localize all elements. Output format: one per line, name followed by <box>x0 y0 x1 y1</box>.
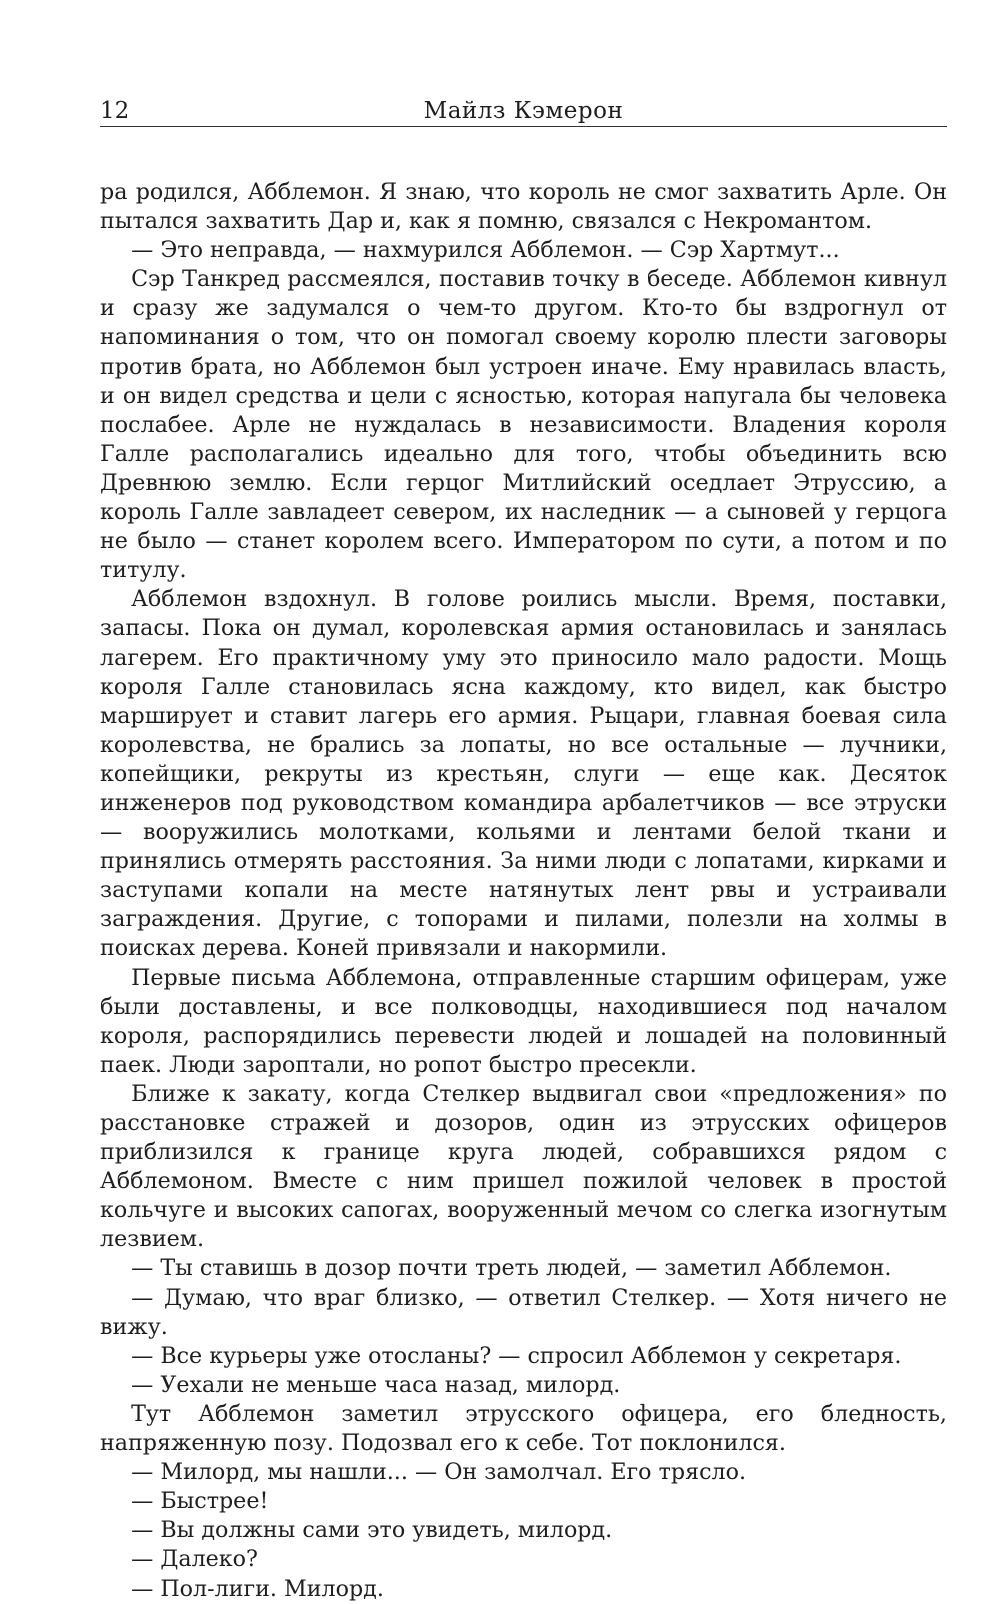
paragraph: Ближе к закату, когда Стелкер выдвигал свои «предложения» по расстановке стражей и дозоров, один из этрусских офицеров приблизился к границе круга людей, собравшихся рядом с Абблемоном. Вместе с ним пришел пожилой человек в простой кольчуге и высоких сапогах, вооруженный мечом со слегка изогнутым лезвием. <box>100 1080 947 1253</box>
body-text <box>100 178 947 1604</box>
paragraph: — Уехали не меньше часа назад, милорд. <box>131 1371 621 1398</box>
paragraph: — Милорд, мы нашли... — Он замолчал. Его трясло. <box>131 1459 747 1486</box>
paragraph: — Быстрее! <box>131 1488 269 1515</box>
header-author: Майлз Кэмерон <box>423 98 624 124</box>
paragraph: Первые письма Абблемона, отправленные старшим офицерам, уже были доставлены, и все полководцы, находившиеся под началом короля, распорядились перевести людей и лошадей на половинный паек. Люди зароптали, но ропот быстро пресекли. <box>100 964 947 1078</box>
paragraph: — Это неправда, — нахмурился Абблемон. — Сэр Хартмут... <box>131 237 840 264</box>
paragraph: Тут Абблемон заметил этрусского офицера, его бледность, напряженную позу. Подозвал его к себе. Тот поклонился. <box>100 1400 947 1457</box>
paragraph: ра родился, Абблемон. Я знаю, что король не смог захватить Арле. Он пытался захватить Дар и, как я помню, связался с Некромантом. <box>100 179 947 235</box>
paragraph: — Ты ставишь в дозор почти треть людей, — заметил Абблемон. <box>131 1255 892 1282</box>
paragraph: — Вы должны сами это увидеть, милорд. <box>131 1517 613 1544</box>
paragraph: — Думаю, что враг близко, — ответил Стелкер. — Хотя ничего не вижу. <box>100 1284 947 1340</box>
paragraph: — Пол-лиги. Милорд. <box>131 1575 384 1602</box>
paragraph: — Далеко? <box>131 1546 258 1573</box>
paragraph: Сэр Танкред рассмеялся, поставив точку в беседе. Абблемон кивнул и сразу же задумался о чем-то другом. Кто-то бы вздрогнул от напоминания о том, что он помогал своему королю плести заговоры против брата, но Абблемон был устроен иначе. Ему нравилась власть, и он видел средства и цели с ясностью, которая напугала бы человека послабее. Арле не нуждалась в независимости. Владения короля Галле располагались идеально для того, чтобы объединить всю Древнюю землю. Если герцог Митлийский оседлает Этруссию, а король Галле завладеет севером, их наследник — а сыновей у герцога не было — станет королем всего. Императором по сути, а потом и по титулу. <box>100 266 947 584</box>
paragraph: — Все курьеры уже отосланы? — спросил Абблемон у секретаря. <box>131 1342 902 1369</box>
paragraph: Абблемон вздохнул. В голове роились мысли. Время, поставки, запасы. Пока он думал, королевская армия остановилась и занялась лагерем. Его практичному уму это приносило мало радости. Мощь короля Галле становилась ясна каждому, кто видел, как быстро марширует и ставит лагерь его армия. Рыцари, главная боевая сила королевства, не брались за лопаты, но все остальные — лучники, копейщики, рекруты из крестьян, слуги — еще как. Десяток инженеров под руководством командира арбалетчиков — все этруски — вооружились молотками, кольями и лентами белой ткани и принялись отмерять расстояния. За ними люди с лопатами, кирками и заступами копали на месте натянутых лент рвы и устраивали заграждения. Другие, с топорами и пилами, полезли на холмы в поисках дерева. Коней привязали и накормили. <box>100 586 947 962</box>
running-head <box>100 96 947 127</box>
page-number: 12 <box>100 98 130 124</box>
